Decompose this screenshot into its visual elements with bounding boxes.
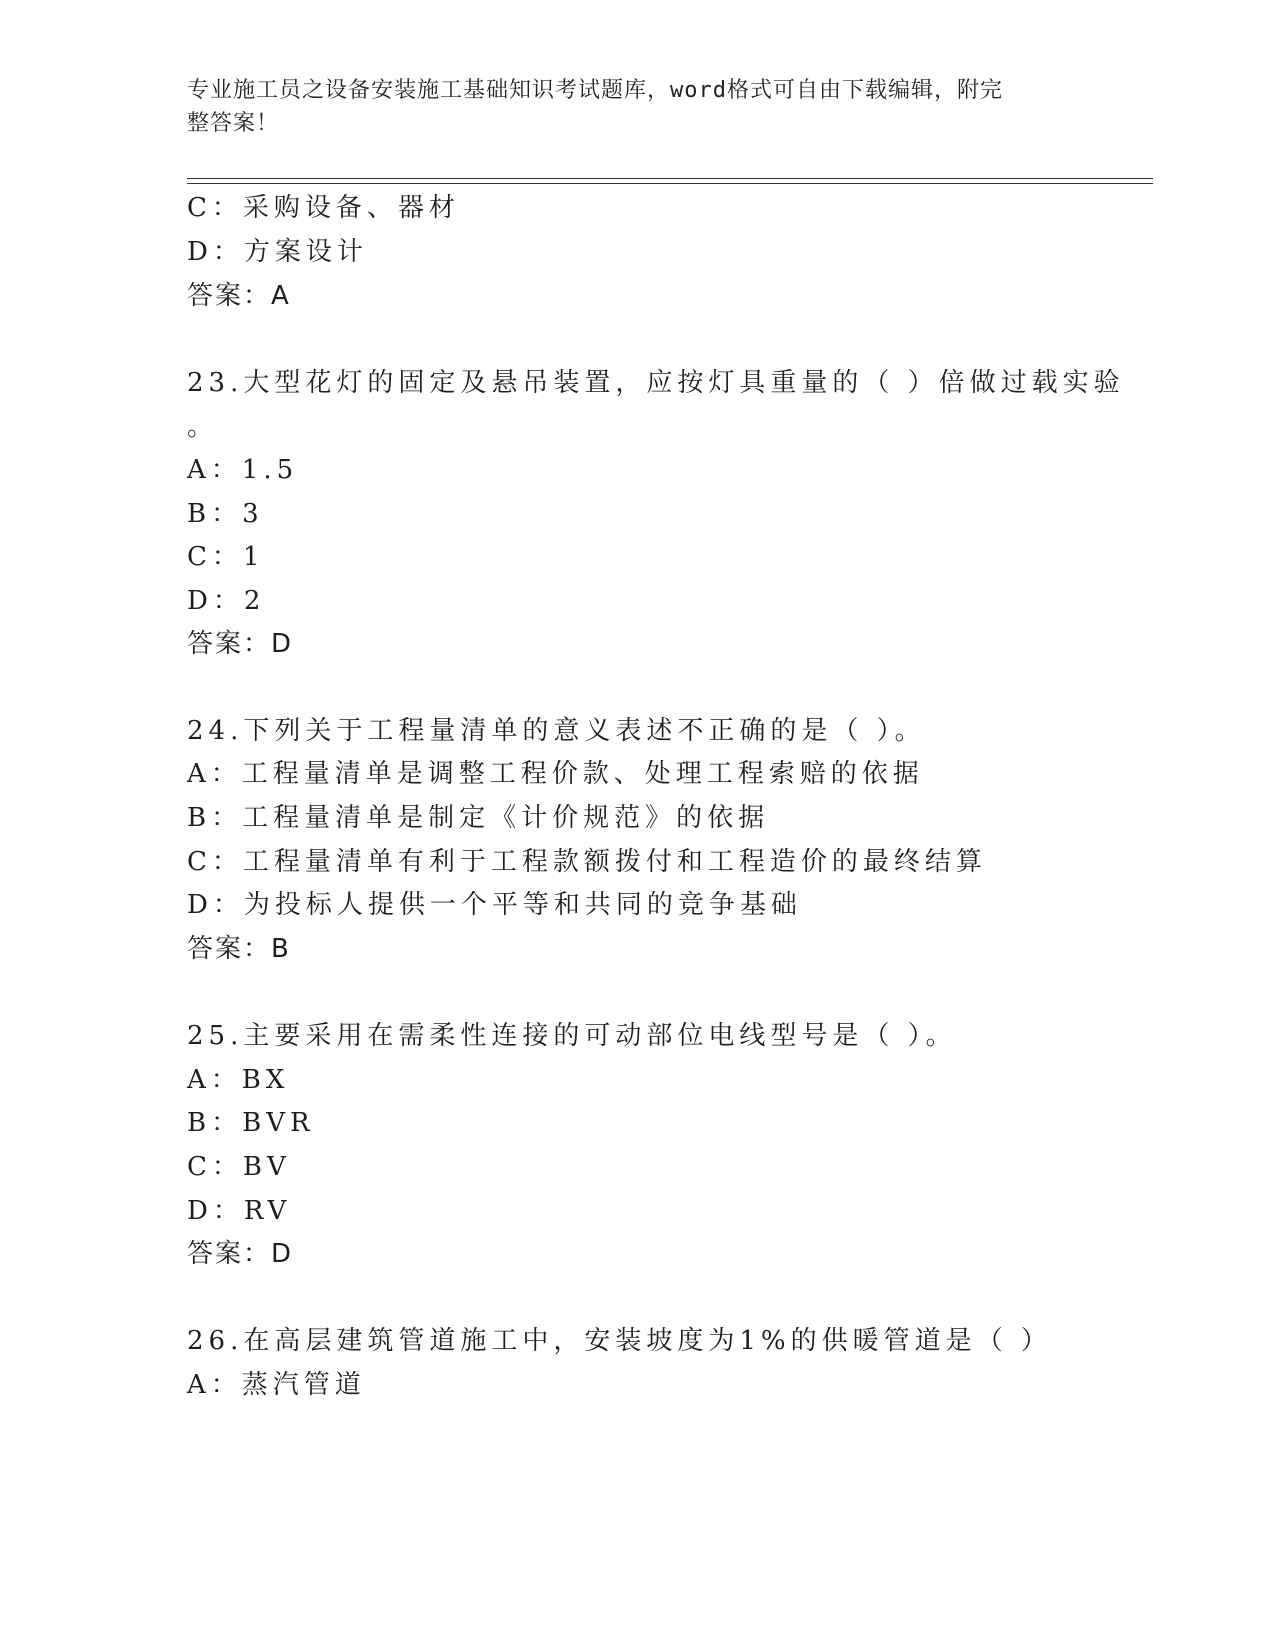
q23-question: 23.大型花灯的固定及悬吊装置，应按灯具重量的（ ）倍做过载实验 xyxy=(187,368,1125,398)
q23-option-a: A：1.5 xyxy=(187,455,299,485)
q26-question: 26.在高层建筑管道施工中，安装坡度为1%的供暖管道是（ ） xyxy=(187,1326,1052,1356)
q24-question: 24.下列关于工程量清单的意义表述不正确的是（ ）。 xyxy=(187,716,926,746)
q25-option-d: D：RV xyxy=(187,1196,292,1226)
document-header xyxy=(187,74,1067,140)
header-divider-top xyxy=(187,178,1153,179)
q22-option-d: D：方案设计 xyxy=(187,237,368,267)
q25-question: 25.主要采用在需柔性连接的可动部位电线型号是（ ）。 xyxy=(187,1021,957,1051)
q23-option-c: C：1 xyxy=(187,542,265,572)
q25-option-b: B：BVR xyxy=(187,1108,315,1138)
header-line-2: 整答案！ xyxy=(187,111,280,136)
q22-answer: 答案：A xyxy=(187,281,291,311)
q25-option-a: A：BX xyxy=(187,1065,290,1095)
q24-option-c: C：工程量清单有利于工程款额拨付和工程造价的最终结算 xyxy=(187,847,987,877)
q24-option-a: A：工程量清单是调整工程价款、处理工程索赔的依据 xyxy=(187,759,924,789)
q25-option-c: C：BV xyxy=(187,1152,291,1182)
q25-answer: 答案：D xyxy=(187,1239,294,1269)
q24-option-d: D：为投标人提供一个平等和共同的竞争基础 xyxy=(187,890,802,920)
header-divider-bottom xyxy=(187,183,1153,184)
q24-option-b: B：工程量清单是制定《计价规范》的依据 xyxy=(187,803,770,833)
q23-answer: 答案：D xyxy=(187,629,294,659)
q26-option-a: A：蒸汽管道 xyxy=(187,1370,366,1400)
q23-option-d: D：2 xyxy=(187,586,266,616)
header-line-1: 专业施工员之设备安装施工基础知识考试题库，word格式可自由下载编辑，附完 xyxy=(187,78,1003,103)
q23-question-continued: 。 xyxy=(187,412,219,442)
q24-answer: 答案：B xyxy=(187,934,291,964)
q23-option-b: B：3 xyxy=(187,499,264,529)
q22-option-c: C：采购设备、器材 xyxy=(187,193,460,223)
